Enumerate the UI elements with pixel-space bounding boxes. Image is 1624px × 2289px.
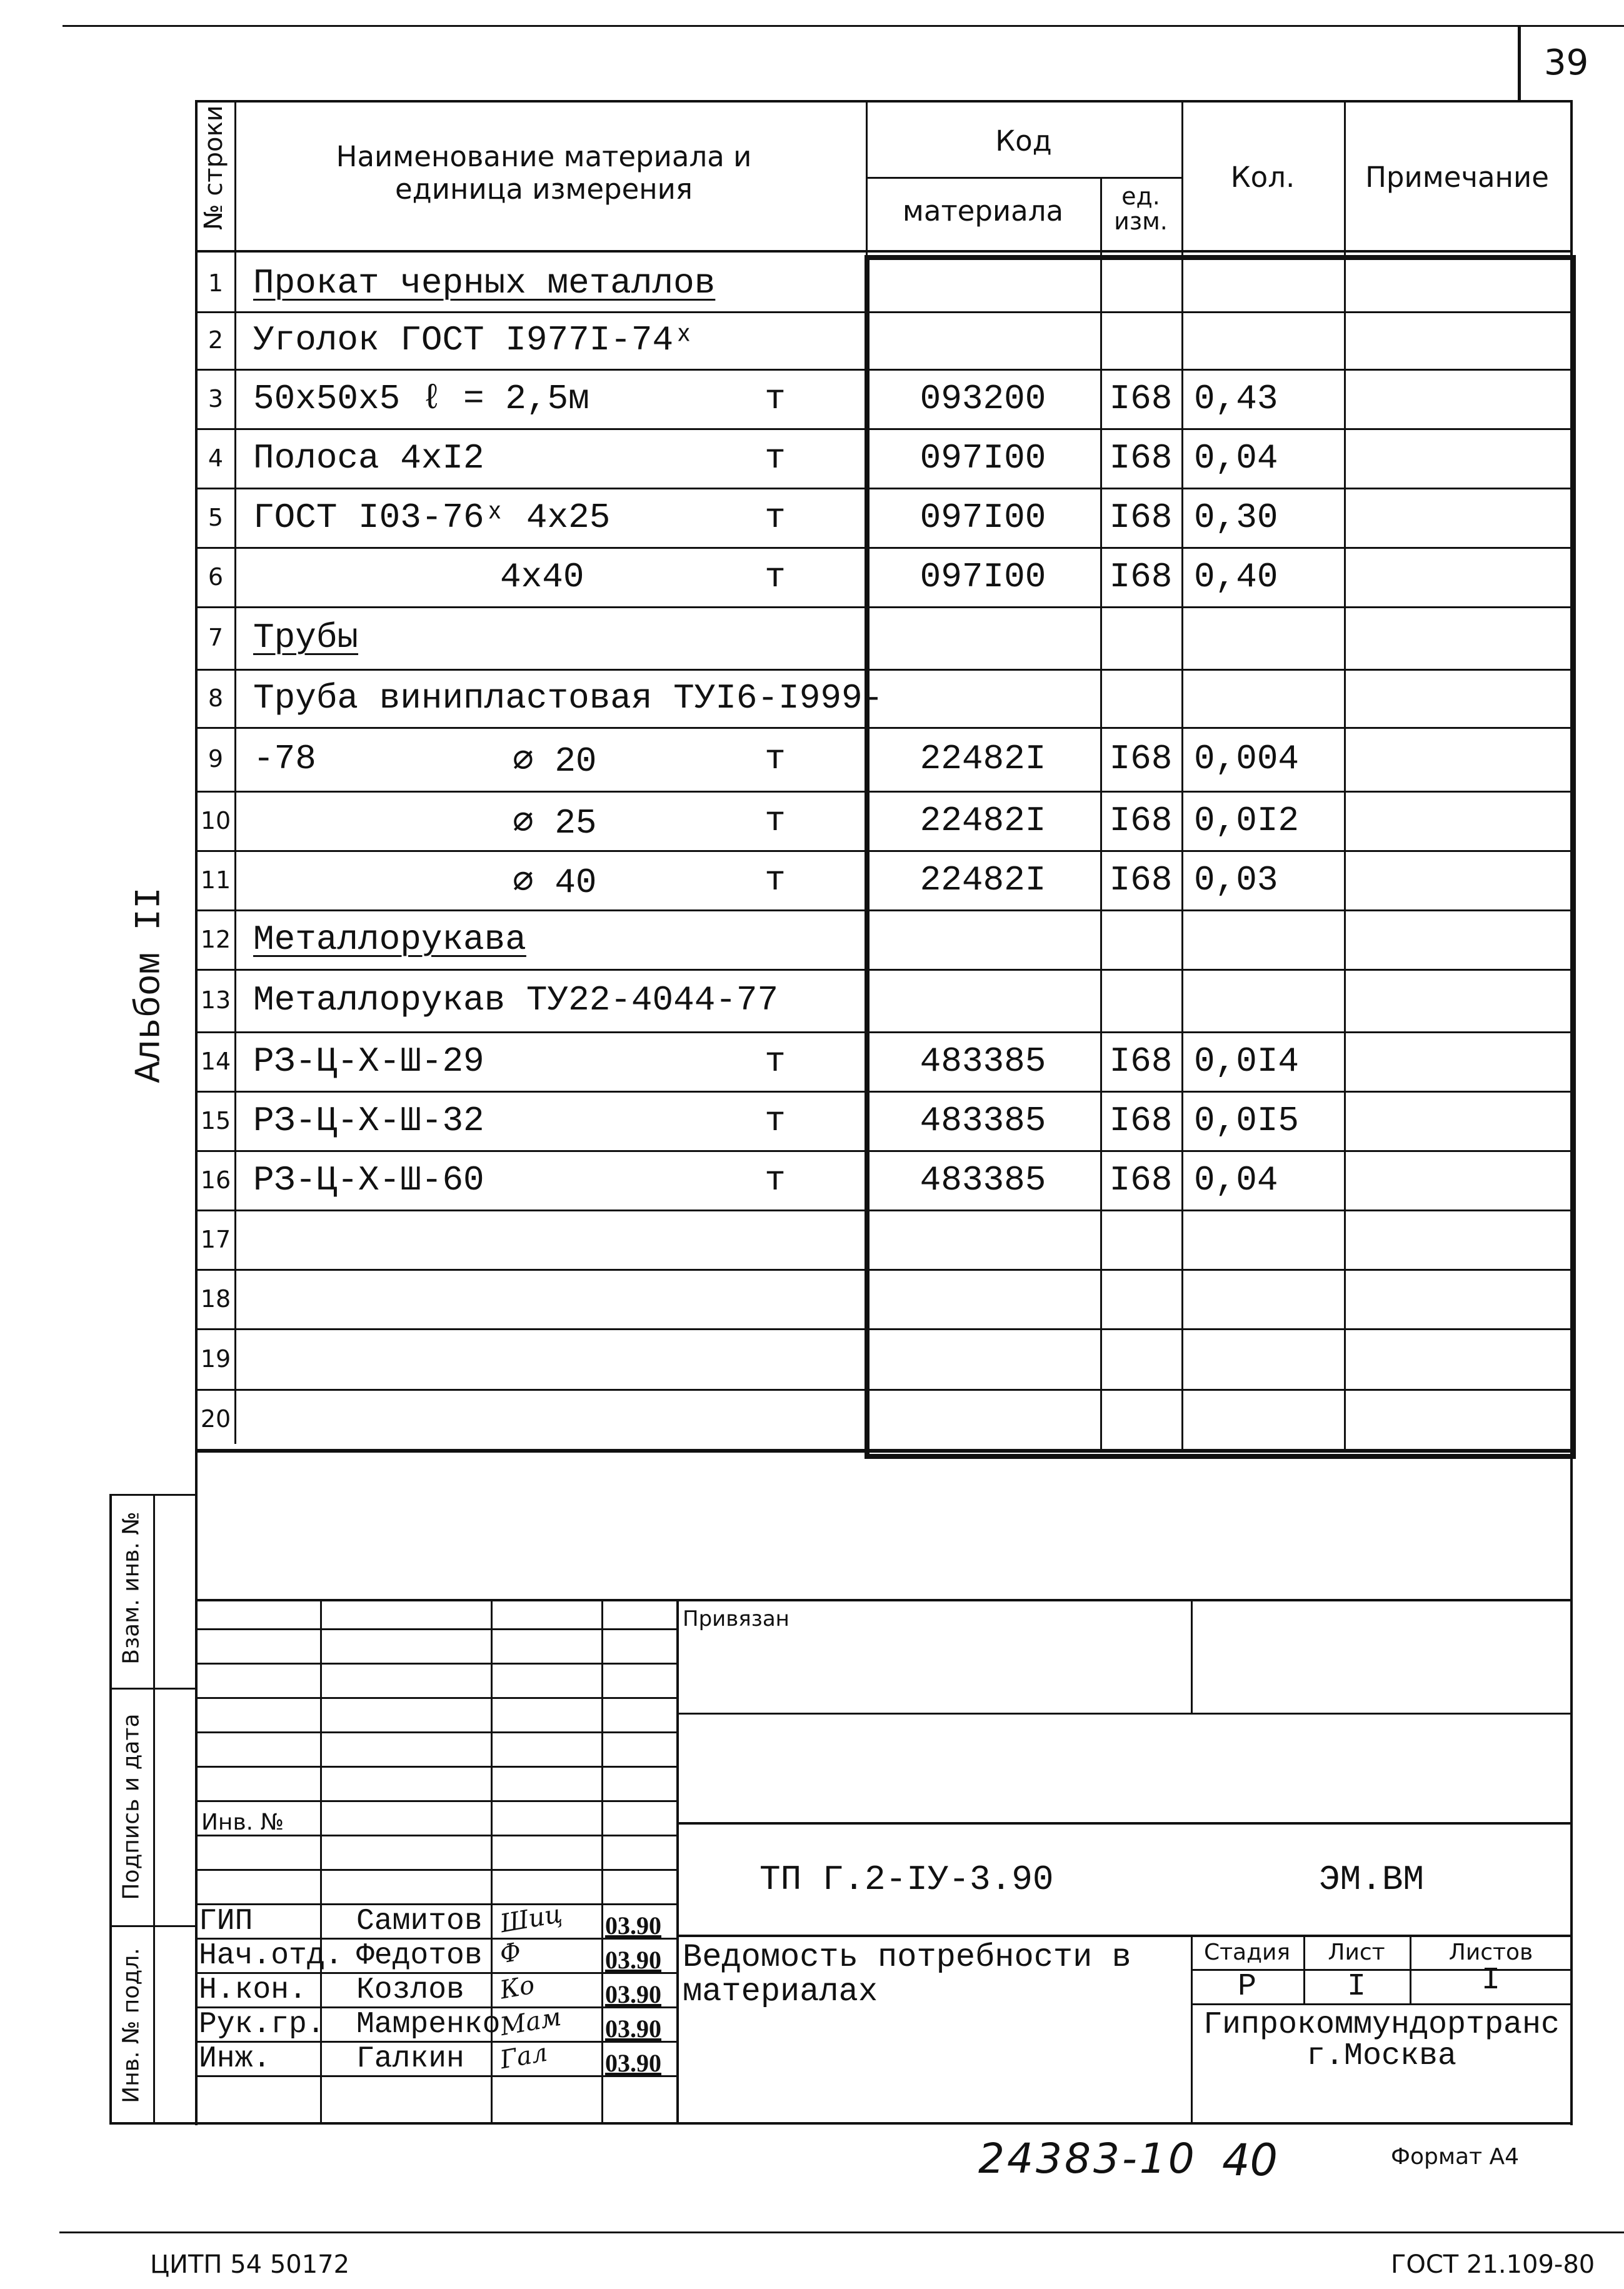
sheets-value: I <box>1481 1963 1500 1998</box>
row-divider <box>195 909 1572 911</box>
note-header: Примечание <box>1365 161 1549 194</box>
person-name: Федотов <box>356 1939 483 1973</box>
album-label: Альбом II <box>129 887 171 1083</box>
inv-no-label: Инв. № <box>201 1810 284 1835</box>
unit-header: ед. изм. <box>1114 183 1168 235</box>
row-divider <box>195 311 1572 313</box>
qty-header: Кол. <box>1230 161 1295 194</box>
row-divider <box>195 1091 1572 1093</box>
unit-code: I68 <box>1109 859 1173 900</box>
inv-podl-label: Инв. № подл. <box>118 1948 144 2103</box>
row-number: 17 <box>200 1225 231 1253</box>
role: Рук.гр. <box>199 2008 325 2041</box>
material-name: -78 <box>253 739 316 779</box>
signature: Мам <box>498 2002 564 2042</box>
material-code: 22482I <box>920 859 1046 900</box>
material-name: РЗ-Ц-Х-Ш-32 <box>253 1100 484 1141</box>
material-code: 093200 <box>920 378 1046 419</box>
row-number: 13 <box>200 986 231 1014</box>
person-name: Мамренко <box>356 2008 501 2041</box>
unit-letter: т <box>764 859 786 900</box>
unit-code: I68 <box>1109 1160 1173 1200</box>
unit-code: I68 <box>1109 1100 1173 1141</box>
unit-code: I68 <box>1109 1041 1173 1081</box>
row-number: 11 <box>200 866 231 894</box>
material-name: Уголок ГОСТ I977I-74ˣ <box>253 320 694 360</box>
signature: Гал <box>498 2038 550 2075</box>
quantity: 0,0I4 <box>1194 1041 1300 1081</box>
row-divider <box>195 369 1572 371</box>
stage-value: Р <box>1237 1969 1256 2005</box>
row-number: 14 <box>200 1047 231 1075</box>
quantity: 0,04 <box>1194 438 1278 478</box>
row-number: 7 <box>208 624 224 651</box>
handwritten-number: 24383-10 <box>978 2135 1197 2183</box>
row-divider <box>195 547 1572 549</box>
row-divider <box>195 1269 1572 1271</box>
quantity: 0,0I2 <box>1194 800 1300 841</box>
material-code: 483385 <box>920 1041 1046 1081</box>
quantity: 0,0I5 <box>1194 1100 1300 1141</box>
quantity: 0,004 <box>1194 739 1300 779</box>
quantity: 0,04 <box>1194 1160 1278 1200</box>
row-divider <box>195 1210 1572 1211</box>
unit-code: I68 <box>1109 497 1173 538</box>
unit-code: I68 <box>1109 739 1173 779</box>
row-divider <box>195 727 1572 729</box>
row-divider <box>195 1031 1572 1033</box>
row-divider <box>195 1389 1572 1391</box>
bottom-rule <box>59 2231 1624 2233</box>
material-code: 483385 <box>920 1100 1046 1141</box>
material-name: РЗ-Ц-Х-Ш-60 <box>253 1160 484 1200</box>
row-divider <box>195 428 1572 430</box>
unit-code: I68 <box>1109 378 1173 419</box>
unit-letter: т <box>764 1041 786 1081</box>
vzam-inv-label: Взам. инв. № <box>118 1511 144 1665</box>
material-name: Полоса 4xI2 <box>253 438 484 478</box>
row-divider <box>195 669 1572 671</box>
unit-letter: т <box>764 378 786 419</box>
sign-date: 03.90 <box>605 2015 661 2043</box>
page-number: 39 <box>1544 43 1589 83</box>
quantity: 0,43 <box>1194 378 1278 419</box>
signature: Ко <box>498 1970 537 2005</box>
quantity: 0,40 <box>1194 556 1278 597</box>
row-number: 1 <box>208 269 224 297</box>
material-name: ГОСТ I03-76ˣ 4x25 <box>253 497 611 538</box>
organization: Гипрокоммундортранс г.Москва <box>1203 2007 1560 2074</box>
person-name: Галкин <box>356 2042 464 2076</box>
name-header: Наименование материала и единица измерения <box>336 140 752 206</box>
row-divider <box>195 488 1572 489</box>
row-number: 8 <box>208 684 224 712</box>
footer-left: ЦИТП 54 50172 <box>150 2250 350 2279</box>
doc-mark: ЭМ.ВМ <box>1319 1860 1425 1900</box>
highlight-frame <box>865 255 1576 1459</box>
unit-letter: т <box>764 556 786 597</box>
quantity: 0,03 <box>1194 859 1278 900</box>
row-number-header: № строки <box>199 105 228 230</box>
unit-code: I68 <box>1109 438 1173 478</box>
row-number: 15 <box>200 1106 231 1134</box>
material-header: материала <box>902 194 1064 228</box>
sign-date: 03.90 <box>605 2049 661 2077</box>
row-number: 18 <box>200 1285 231 1313</box>
material-name: Металлорукава <box>253 919 526 959</box>
material-code: 22482I <box>920 800 1046 841</box>
material-name: РЗ-Ц-Х-Ш-29 <box>253 1041 484 1081</box>
unit-code: I68 <box>1109 556 1173 597</box>
row-divider <box>195 1150 1572 1152</box>
row-number: 12 <box>200 925 231 953</box>
diameter: ∅ 20 <box>513 741 597 781</box>
sheet-value: I <box>1346 1969 1366 2005</box>
unit-letter: т <box>764 739 786 779</box>
privyazan-label: Привязан <box>683 1606 789 1631</box>
material-code: 483385 <box>920 1160 1046 1200</box>
signature-date-label: Подпись и дата <box>118 1713 144 1900</box>
sign-date: 03.90 <box>605 1980 661 2008</box>
material-code: 22482I <box>920 739 1046 779</box>
unit-letter: т <box>764 438 786 478</box>
unit-letter: т <box>764 1160 786 1200</box>
row-divider <box>195 606 1572 608</box>
material-name: Прокат черных металлов <box>253 263 716 303</box>
material-code: 097I00 <box>920 438 1046 478</box>
material-name: 50x50x5 ℓ = 2,5м <box>253 378 589 419</box>
row-number: 6 <box>208 563 224 591</box>
role: ГИП <box>199 1905 253 1938</box>
row-number: 10 <box>200 806 231 834</box>
unit-code: I68 <box>1109 800 1173 841</box>
signature: Ф <box>498 1937 523 1970</box>
diameter: ∅ 25 <box>513 803 597 843</box>
top-rule <box>63 25 1624 27</box>
row-number: 5 <box>208 503 224 531</box>
row-divider <box>195 1328 1572 1330</box>
diameter: ∅ 40 <box>513 862 597 903</box>
signature: Шиц <box>498 1899 564 1939</box>
role: Инж. <box>199 2042 271 2076</box>
material-name: 4x40 <box>500 556 584 597</box>
document-title: Ведомость потребности в материалах <box>683 1939 1131 2010</box>
unit-letter: т <box>764 800 786 841</box>
role: Н.кон. <box>199 1973 307 2007</box>
material-code: 097I00 <box>920 556 1046 597</box>
stage-label: Стадия <box>1203 1940 1291 1965</box>
row-number: 9 <box>208 745 224 773</box>
doc-code: ТП Г.2-IУ-3.90 <box>759 1860 1054 1900</box>
footer-right: ГОСТ 21.109-80 <box>1391 2250 1595 2279</box>
material-name: Труба винипластовая ТУI6-I999- <box>253 678 884 718</box>
sign-date: 03.90 <box>605 1946 661 1974</box>
sign-date: 03.90 <box>605 1911 661 1940</box>
unit-letter: т <box>764 497 786 538</box>
row-number: 2 <box>208 326 224 354</box>
role: Нач.отд. <box>199 1939 343 1973</box>
row-divider <box>195 850 1572 852</box>
quantity: 0,30 <box>1194 497 1278 538</box>
material-code: 097I00 <box>920 497 1046 538</box>
row-divider <box>195 969 1572 971</box>
format-label: Формат А4 <box>1391 2144 1520 2170</box>
unit-letter: т <box>764 1100 786 1141</box>
sheets-label: Листов <box>1448 1940 1533 1965</box>
page-number-box-edge <box>1518 25 1521 100</box>
code-header: Код <box>995 124 1052 158</box>
person-name: Самитов <box>356 1905 483 1938</box>
row-number: 3 <box>208 384 224 413</box>
row-number: 4 <box>208 444 224 472</box>
row-number: 19 <box>200 1345 231 1373</box>
material-name: Трубы <box>253 618 359 658</box>
row-number: 20 <box>200 1405 231 1433</box>
row-number: 16 <box>200 1166 231 1194</box>
material-name: Металлорукав ТУ22-4044-77 <box>253 980 779 1020</box>
handwritten-page: 40 <box>1222 2135 1278 2186</box>
person-name: Козлов <box>356 1973 464 2007</box>
sheet-label: Лист <box>1328 1940 1385 1965</box>
row-divider <box>195 791 1572 793</box>
